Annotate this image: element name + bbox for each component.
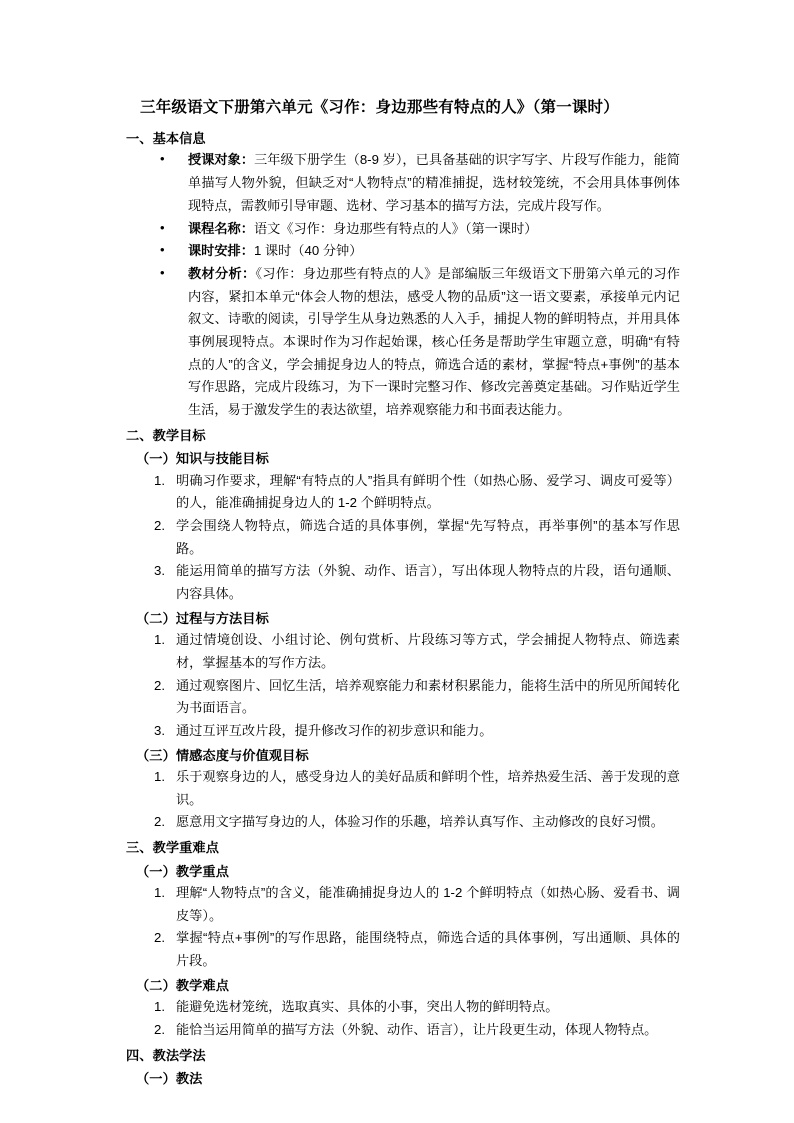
list-item: 掌握“特点+事例”的写作思路，能围绕特点，筛选合适的具体事例，写出通顺、具体的片段。 bbox=[176, 930, 680, 969]
page-title: 三年级语文下册第六单元《习作：身边那些有特点的人》（第一课时） bbox=[140, 99, 619, 116]
bullet-text: 《习作：身边那些有特点的人》是部编版三年级语文下册第六单元的习作内容，紧扣本单元“体会人物的想法，感受人物的品质”这一语文要素，承接单元内记叙文、诗歌的阅读，引导学生从身边熟悉的人入手，捕捉人物的鲜明特点，并用具体事例展现特点。本课时作为习作起始课，核心任务是帮助学生审题立意，明确“有特点的人”的含义，学会捕捉身边人的特点，筛选合适的素材，掌握“特点+事例”的基本写作思路，完成片段练习，为下一课时完整习作、修改完善奠定基础。习作贴近学生生活，易于激发学生的表达欲望，培养观察能力和书面表达能力。 bbox=[188, 265, 680, 418]
list-item: 明确习作要求，理解“有特点的人”指具有鲜明个性（如热心肠、爱学习、调皮可爱等）的人，能准确捕捉身边人的 1-2 个鲜明特点。 bbox=[176, 472, 680, 511]
list-item: 能运用简单的描写方法（外貌、动作、语言），写出体现人物特点的片段，语句通顺、内容具体。 bbox=[176, 563, 680, 602]
list-item bbox=[140, 149, 680, 217]
bullet-separator: ： bbox=[241, 265, 256, 281]
list-item: 学会围绕人物特点，筛选合适的具体事例，掌握“先写特点，再举事例”的基本写作思路。 bbox=[176, 517, 680, 556]
objectives-process-list bbox=[140, 629, 680, 743]
section-heading: 一、基本信息 bbox=[126, 131, 206, 147]
bullet-separator: ： bbox=[240, 220, 254, 236]
list-item: 理解“人物特点”的含义，能准确捕捉身边人的 1-2 个鲜明特点（如热心肠、爱看书、调皮等）。 bbox=[176, 884, 680, 923]
objectives-knowledge-list bbox=[140, 470, 680, 606]
subsection-heading: （一）知识与技能目标 bbox=[136, 451, 269, 467]
section-heading: 四、教法学法 bbox=[126, 1047, 206, 1063]
difficult-points-list bbox=[140, 996, 680, 1041]
section-heading: 二、教学目标 bbox=[126, 427, 206, 443]
section-key-points bbox=[126, 837, 680, 1041]
list-item: 通过观察图片、回忆生活，培养观察能力和素材积累能力，能将生活中的所见所闻转化为书面语言。 bbox=[176, 677, 680, 716]
section-teaching-methods bbox=[126, 1045, 680, 1090]
section-teaching-objectives bbox=[126, 425, 680, 834]
subsection-heading: （一）教学重点 bbox=[136, 863, 230, 879]
bullet-separator: ： bbox=[240, 243, 254, 259]
bullet-text: 语文《习作：身边那些有特点的人》（第一课时） bbox=[253, 220, 538, 236]
list-item: 愿意用文字描写身边的人，体验习作的乐趣，培养认真写作、主动修改的良好习惯。 bbox=[176, 814, 664, 830]
list-item bbox=[140, 263, 680, 422]
subsection-heading: （三）情感态度与价值观目标 bbox=[136, 747, 309, 763]
subsection-heading: （一）教法 bbox=[136, 1070, 203, 1086]
list-item: 通过互评互改片段，提升修改习作的初步意识和能力。 bbox=[176, 722, 493, 738]
list-item: 通过情境创设、小组讨论、例句赏析、片段练习等方式，学会捕捉人物特点、筛选素材，掌握基本的写作方法。 bbox=[176, 632, 680, 670]
subsection-heading: （二）过程与方法目标 bbox=[136, 610, 269, 626]
bullet-label: 授课对象 bbox=[188, 152, 241, 168]
section-basic-info bbox=[126, 128, 680, 422]
list-item bbox=[140, 218, 680, 241]
section-heading: 三、教学重难点 bbox=[126, 840, 220, 856]
bullet-label: 教材分析 bbox=[188, 265, 242, 281]
list-item bbox=[140, 240, 680, 263]
objectives-attitude-list bbox=[140, 766, 680, 834]
bullet-text: 1 课时（40 分钟） bbox=[253, 243, 363, 259]
bullet-text: 三年级下册学生（8-9 岁），已具备基础的识字写字、片段写作能力，能简单描写人物外貌，但缺乏对“人物特点”的精准捕捉，选材较笼统，不会用具体事例体现特点，需教师引导审题、选材、学习基本的描写方法，完成片段写作。 bbox=[188, 152, 680, 213]
basic-info-list bbox=[140, 149, 680, 421]
bullet-separator: ： bbox=[240, 152, 255, 168]
list-item: 乐于观察身边的人，感受身边人的美好品质和鲜明个性，培养热爱生活、善于发现的意识。 bbox=[176, 769, 680, 807]
bullet-label: 课时安排 bbox=[188, 243, 241, 259]
list-item: 能恰当运用简单的描写方法（外貌、动作、语言），让片段更生动，体现人物特点。 bbox=[176, 1021, 658, 1037]
bullet-label: 课程名称 bbox=[188, 220, 241, 236]
key-points-list bbox=[140, 882, 680, 973]
subsection-heading: （二）教学难点 bbox=[136, 977, 230, 993]
list-item: 能避免选材笼统，选取真实、具体的小事，突出人物的鲜明特点。 bbox=[176, 999, 559, 1015]
